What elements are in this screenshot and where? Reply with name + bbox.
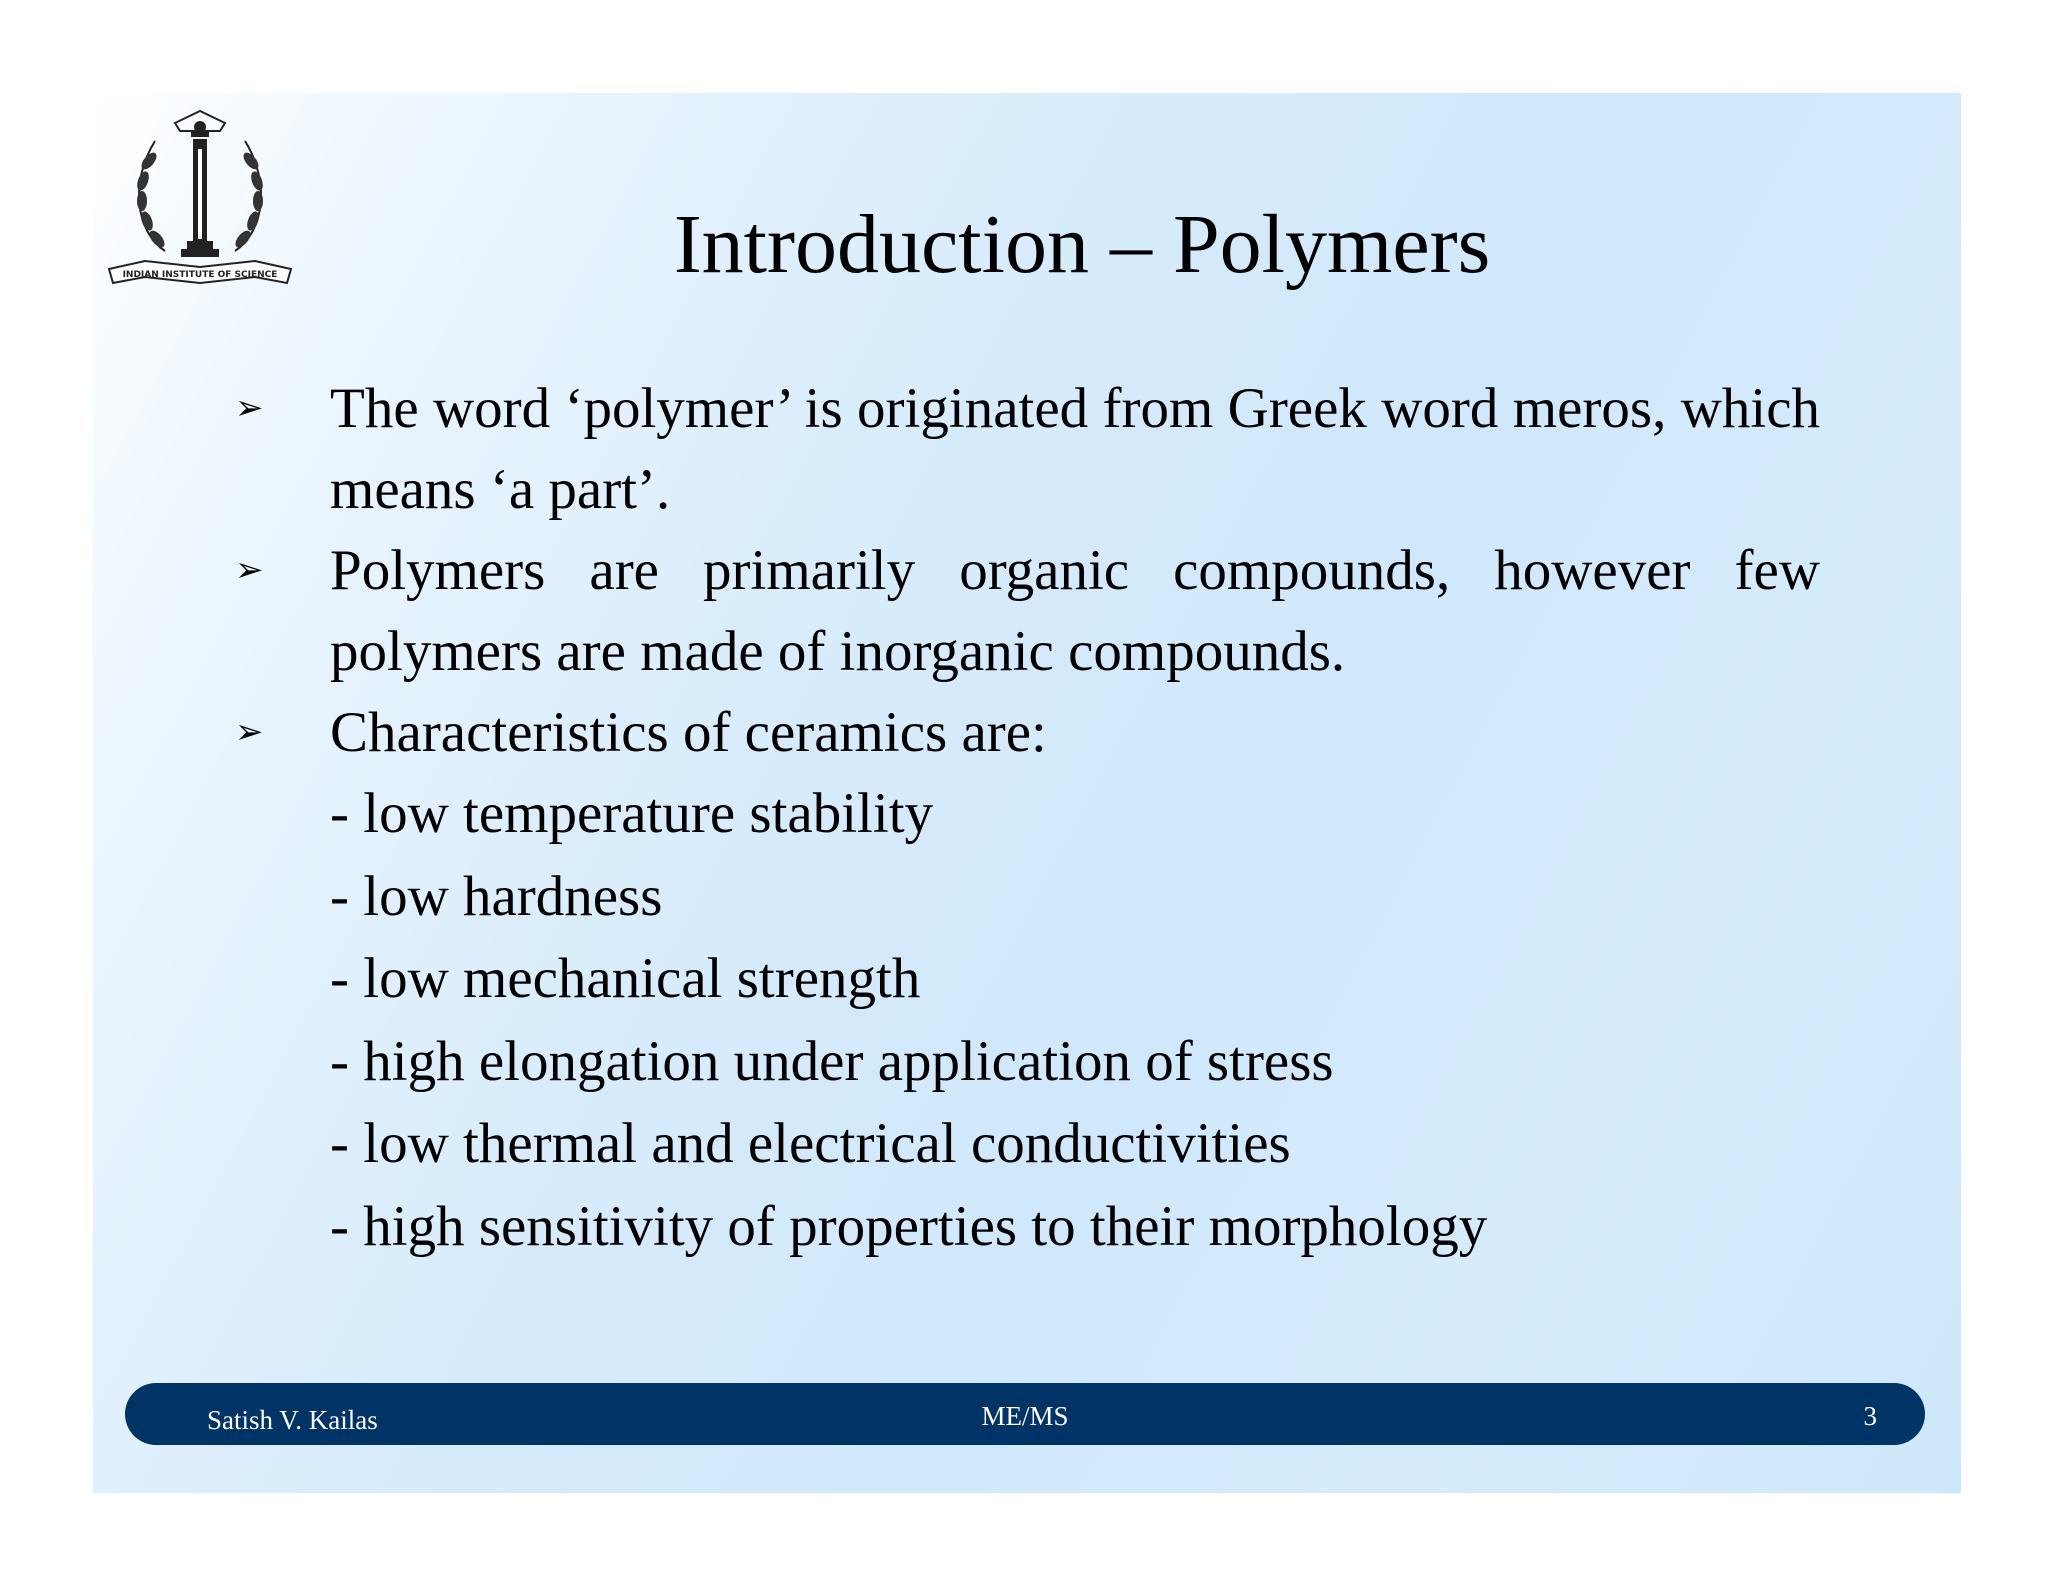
slide-footer [125, 1383, 1925, 1445]
footer-course: ME/MS [981, 1401, 1069, 1431]
arrowhead-bullet-icon: ➢ [235, 712, 264, 752]
arrowhead-bullet-icon: ➢ [235, 550, 264, 590]
bullet-text: Polymers are primarily organic compounds, however few polymers are made of inorganic compounds. [330, 539, 1820, 683]
characteristic-item: - low mechanical strength [330, 947, 921, 1010]
page-number: 3 [1863, 1401, 1877, 1431]
footer-author: Satish V. Kailas [207, 1405, 378, 1435]
bullet-text: The word ‘polymer’ is originated from Greek word meros, which means ‘a part’. [330, 377, 1820, 521]
slide [93, 93, 1961, 1493]
bullet-item [93, 692, 1820, 773]
characteristic-item: - low thermal and electrical conductivities [330, 1112, 1291, 1175]
bullet-item [93, 530, 1820, 692]
arrowhead-bullet-icon: ➢ [235, 388, 264, 428]
characteristic-item: - high sensitivity of properties to their morphology [330, 1194, 1488, 1258]
svg-text:INDIAN INSTITUTE OF SCIENCE: INDIAN INSTITUTE OF SCIENCE [122, 270, 278, 280]
slide-content [93, 368, 1961, 1268]
bullet-item [93, 368, 1820, 530]
characteristic-item: - low hardness [330, 864, 663, 928]
characteristic-item: - high elongation under application of stress [330, 1029, 1334, 1093]
slide-title: Introduction – Polymers [673, 198, 1491, 291]
characteristic-item: - low temperature stability [330, 782, 934, 845]
bullet-text: Characteristics of ceramics are: [330, 701, 1047, 764]
